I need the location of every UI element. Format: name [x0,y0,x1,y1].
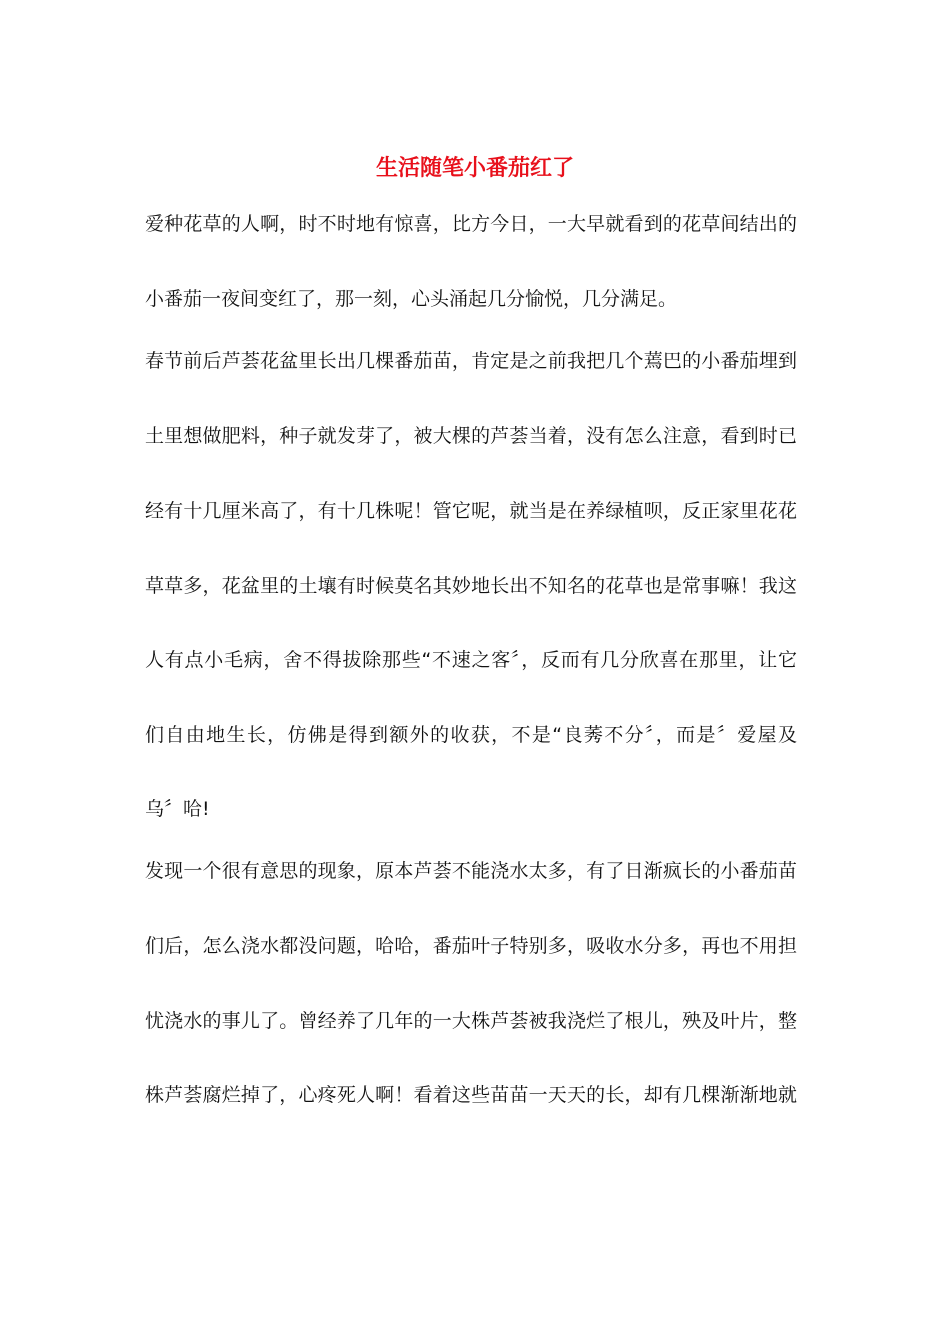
text-line: 乌〞哈! [145,798,210,820]
text-line: 春节前后芦荟花盆里长出几棵番茄苗，肯定是之前我把几个蔫巴的小番茄埋到 [145,350,797,372]
text-line: 株芦荟腐烂掉了，心疼死人啊！看着这些苗苗一天天的长，却有几棵渐渐地就 [145,1084,797,1106]
document-title: 生活随笔小番茄红了 [375,155,574,181]
text-line: 小番茄一夜间变红了，那一刻，心头涌起几分愉悦，几分满足。 [145,288,678,310]
text-line: 草草多，花盆里的土壤有时候莫名其妙地长出不知名的花草也是常事嘛！我这 [145,575,797,597]
text-line: 人有点小毛病，舍不得拔除那些“不速之客〞，反而有几分欣喜在那里，让它 [145,649,797,671]
text-line: 爱种花草的人啊，时不时地有惊喜，比方今日，一大早就看到的花草间结出的 [145,213,797,235]
text-line: 土里想做肥料，种子就发芽了，被大棵的芦荟当着，没有怎么注意，看到时已 [145,425,797,447]
text-line: 们自由地生长，仿佛是得到额外的收获，不是“良莠不分〞，而是〞爱屋及 [145,724,797,746]
text-line: 们后，怎么浇水都没问题，哈哈，番茄叶子特别多，吸收水分多，再也不用担 [145,935,797,957]
text-line: 经有十几厘米高了，有十几株呢！管它呢，就当是在养绿植呗，反正家里花花 [145,500,797,522]
text-line: 忧浇水的事儿了。曾经养了几年的一大株芦荟被我浇烂了根儿，殃及叶片，整 [145,1010,797,1032]
text-line: 发现一个很有意思的现象，原本芦荟不能浇水太多，有了日渐疯长的小番茄苗 [145,860,797,882]
